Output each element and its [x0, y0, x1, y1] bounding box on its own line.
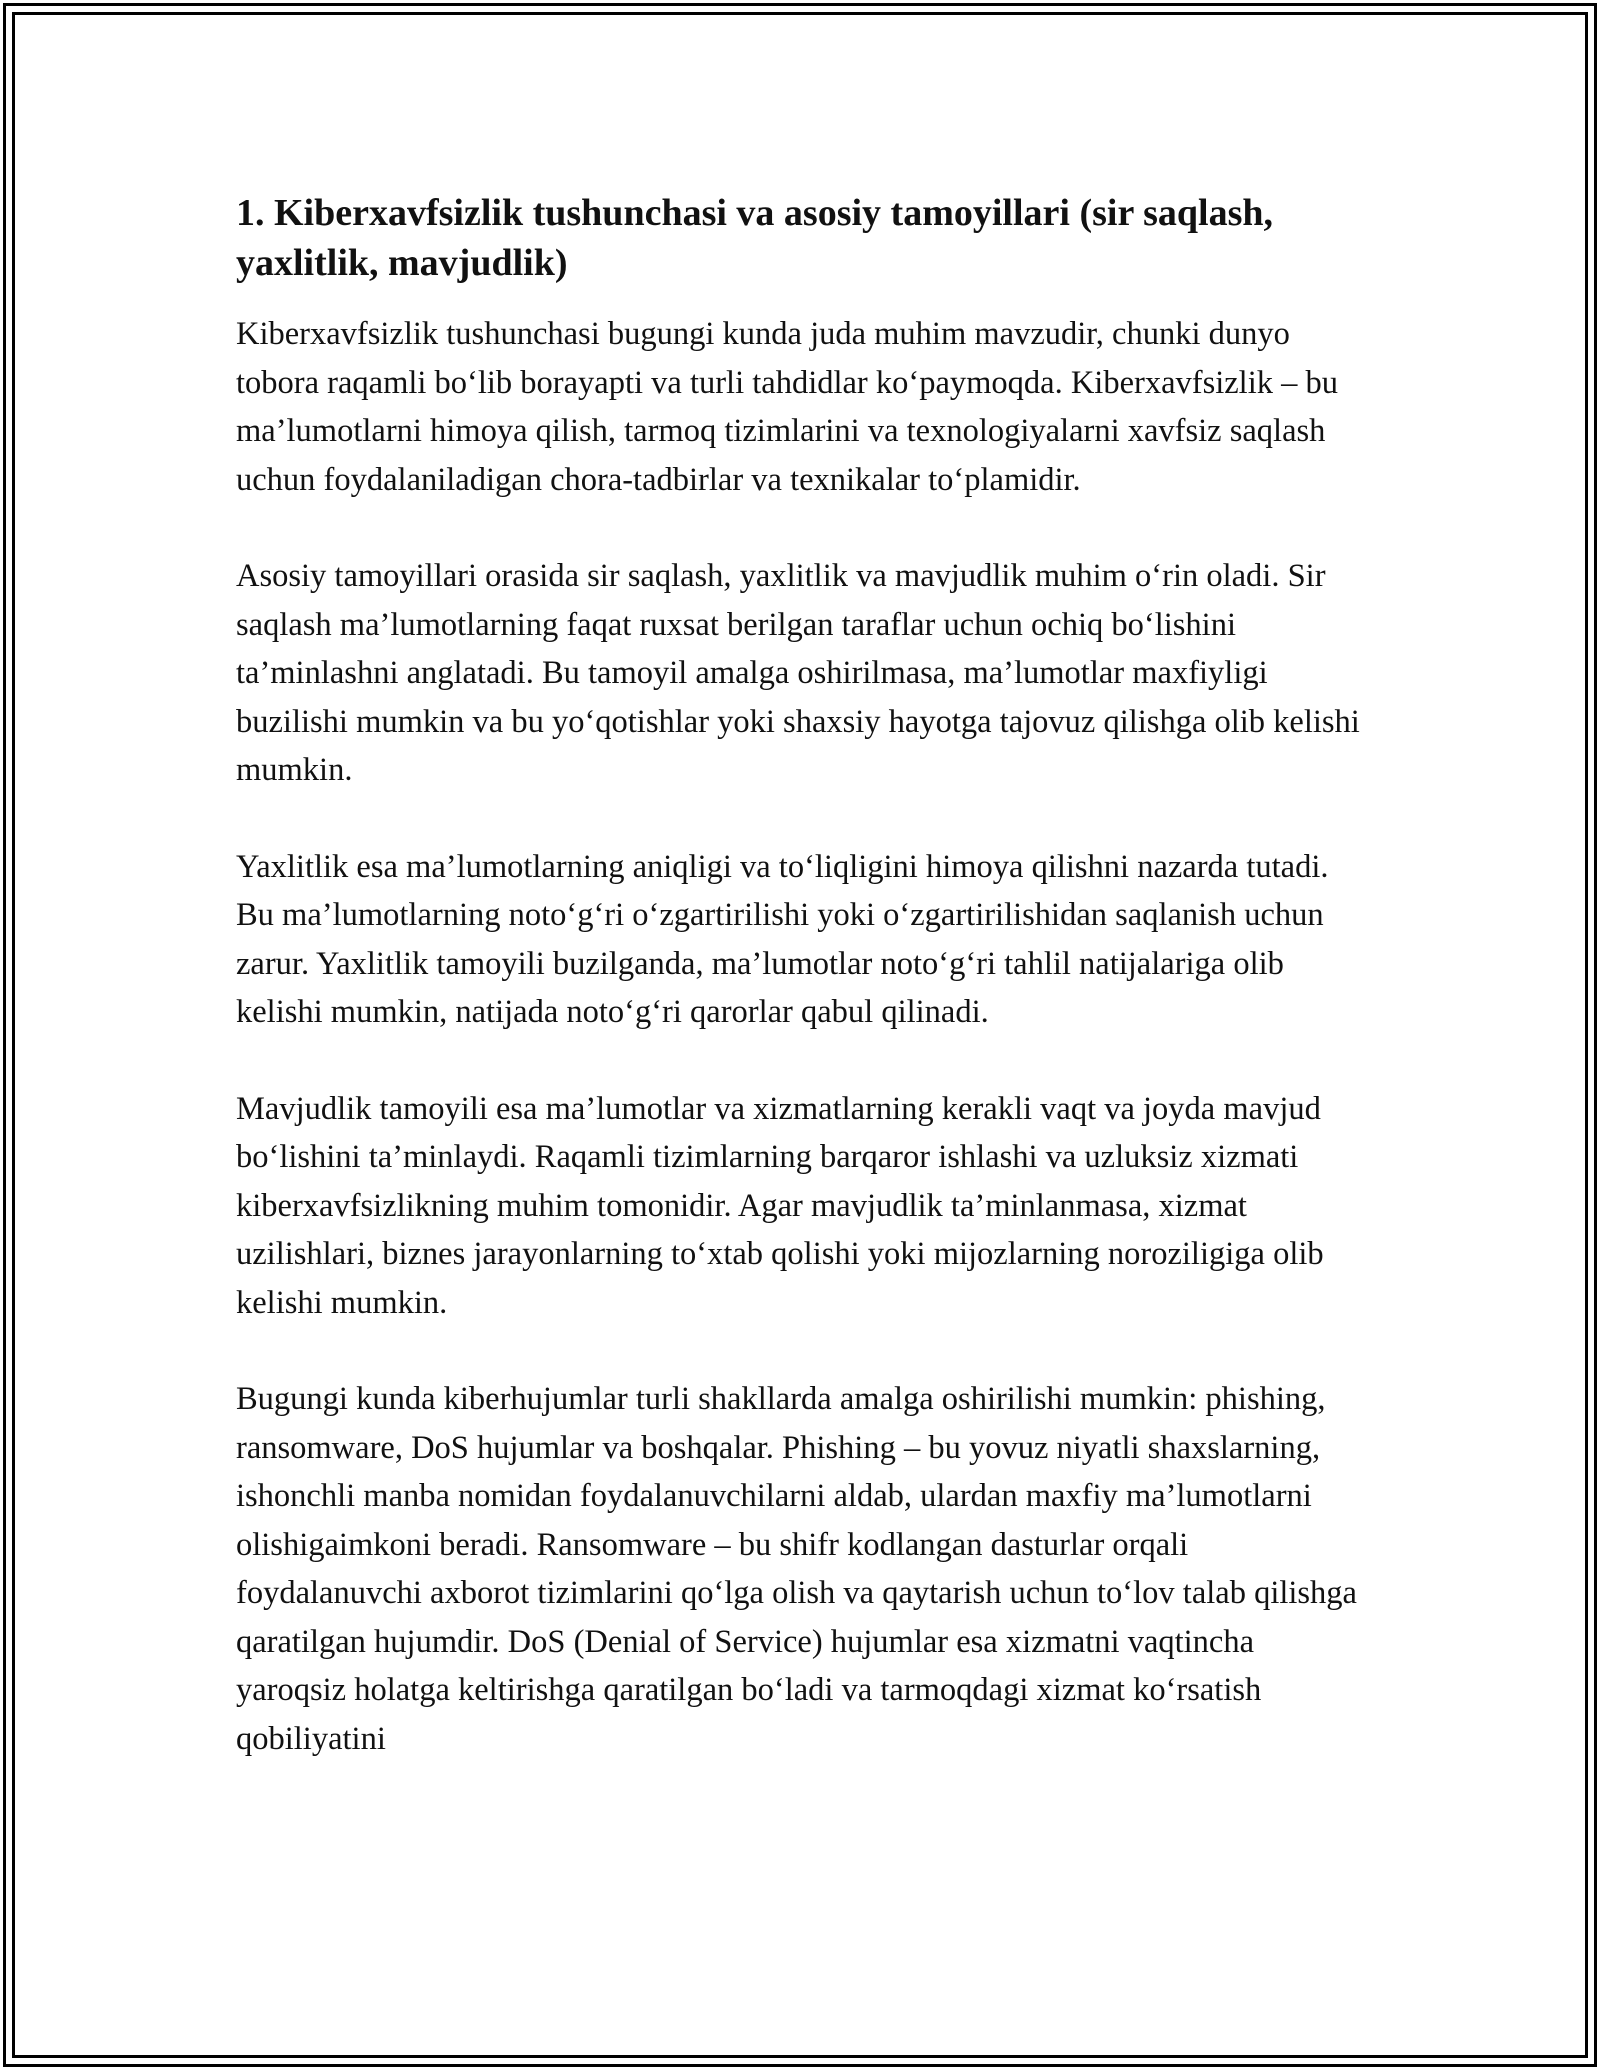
section-heading: 1. Kiberxavfsizlik tushunchasi va asosiy tamoyillari (sir saqlash, yaxlitlik, mavjudlik) [236, 192, 1274, 284]
paragraph-availability: Mavjudlik tamoyili esa ma’lumotlar va xizmatlarning kerakli vaqt va joyda mavjud bo‘lishini ta’minlaydi. Raqamli tizimlarning barqaror ishlashi va uzluksiz xizmati kiberxavfsizlikning muhim tomonidir. Agar mavjudlik ta’minlanmasa, xizmat uzilishlari, biznes jarayonlarning to‘xtab qolishi yoki mijozlarning noroziligiga olib kelishi mumkin. [236, 1090, 1324, 1321]
paragraph-confidentiality: Asosiy tamoyillari orasida sir saqlash, yaxlitlik va mavjudlik muhim o‘rin oladi. Sir saqlash ma’lumotlarning faqat ruxsat berilgan taraflar uchun ochiq bo‘lishini ta’minlashni anglatadi. Bu tamoyil amalga oshirilmasa, ma’lumotlar maxfiyligi buzilishi mumkin va bu yo‘qotishlar yoki shaxsiy hayotga tajovuz qilishga olib kelishi mumkin. [236, 558, 1360, 788]
paragraph-cyberattacks: Bugungi kunda kiberhujumlar turli shakllarda amalga oshirilishi mumkin: phishing, ransomware, DoS hujumlar va boshqalar. Phishing – bu yovuz niyatli shaxslarning, ishonchli manba nomidan foydalanuvchilarni aldab, ulardan maxfiy ma’lumotlarni olishigaimkoni beradi. Ransomware – bu shifr kodlangan dasturlar orqali foydalanuvchi axborot tizimlarini qo‘lga olish va qaytarish uchun to‘lov talab qilishga qaratilgan hujumdir. DoS (Denial of Service) hujumlar esa xizmatni vaqtincha yaroqsiz holatga keltirishga qaratilgan bo‘ladi va tarmoqdagi xizmat ko‘rsatish qobiliyatini [236, 1381, 1357, 1757]
paragraph-definition: Kiberxavfsizlik tushunchasi bugungi kunda juda muhim mavzudir, chunki dunyo tobora raqamli bo‘lib borayapti va turli tahdidlar ko‘paymoqda. Kiberxavfsizlik – bu ma’lumotlarni himoya qilish, tarmoq tizimlarini va texnologiyalarni xavfsiz saqlash uchun foydalaniladigan chora-tadbirlar va texnikalar to‘plamidir. [236, 316, 1338, 498]
document-body [236, 188, 1366, 1811]
paragraph-integrity: Yaxlitlik esa ma’lumotlarning aniqligi va to‘liqligini himoya qilishni nazarda tutadi. Bu ma’lumotlarning noto‘g‘ri o‘zgartirilishi yoki o‘zgartirilishidan saqlanish uchun zarur. Yaxlitlik tamoyili buzilganda, ma’lumotlar noto‘g‘ri tahlil natijalariga olib kelishi mumkin, natijada noto‘g‘ri qarorlar qabul qilinadi. [236, 848, 1329, 1030]
